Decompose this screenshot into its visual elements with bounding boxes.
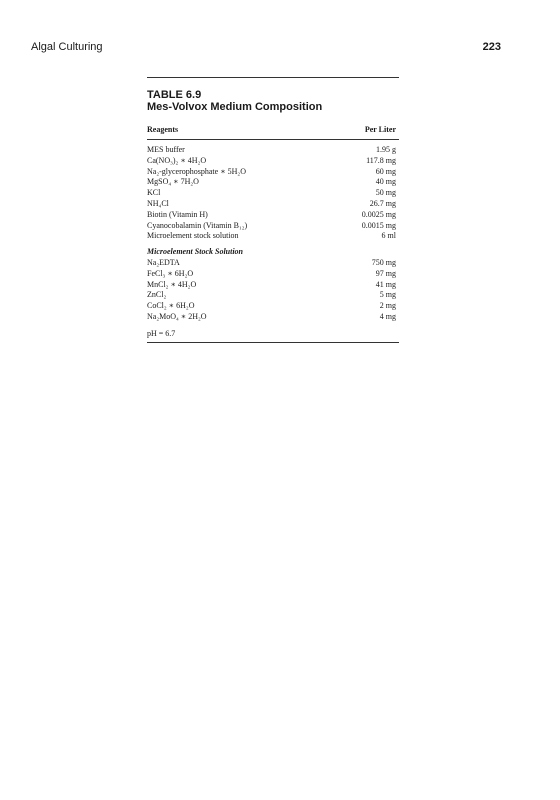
reagent-amount: 40 mg	[375, 177, 396, 187]
reagent-amount: 5 mg	[379, 290, 396, 300]
reagent-name: NH₄Cl	[147, 198, 169, 208]
reagent-amount: 117.8 mg	[366, 155, 396, 165]
column-header-reagents: Reagents	[147, 125, 179, 134]
reagent-amount: 2 mg	[379, 301, 396, 311]
reagent-amount: 60 mg	[375, 166, 396, 176]
reagent-amount: 97 mg	[375, 268, 396, 278]
ph-note: pH = 6.7	[147, 328, 176, 338]
microelement-rows	[147, 258, 399, 323]
table-row	[147, 167, 399, 178]
column-header-per-liter: Per Liter	[364, 125, 396, 134]
page-number: 223	[482, 41, 501, 53]
microelement-section-heading: Microelement Stock Solution	[147, 247, 244, 257]
running-head	[31, 41, 501, 53]
reagent-amount: 0.0025 mg	[361, 209, 396, 219]
table-top-rule	[147, 77, 399, 78]
header-rule	[147, 139, 399, 140]
table-title: Mes-Volvox Medium Composition	[147, 101, 323, 113]
reagent-name: MnCl₂ ∗ 4H₂O	[147, 279, 197, 289]
reagent-name: Microelement stock solution	[147, 231, 239, 241]
table-row	[147, 156, 399, 167]
reagent-amount: 0.0015 mg	[361, 220, 396, 230]
table-row	[147, 145, 399, 156]
table-label: TABLE 6.9	[147, 89, 202, 101]
reagent-name: Na₂-glycerophosphate ∗ 5H₂O	[147, 166, 246, 176]
table-row	[147, 177, 399, 188]
reagent-name: Biotin (Vitamin H)	[147, 209, 208, 219]
reagent-name: Ca(NO₃)₂ ∗ 4H₂O	[147, 155, 207, 165]
table-row	[147, 280, 399, 291]
reagent-amount: 26.7 mg	[369, 198, 396, 208]
table-row	[147, 269, 399, 280]
reagent-amount: 1.95 g	[376, 145, 396, 154]
table-bottom-rule	[147, 342, 399, 343]
reagent-name: CoCl₂ ∗ 6H₂O	[147, 301, 195, 311]
reagent-amount: 4 mg	[379, 311, 396, 321]
reagent-name: MES buffer	[147, 145, 185, 154]
reagent-name: ZnCl₂	[147, 290, 167, 300]
table-row	[147, 290, 399, 301]
table-row	[147, 221, 399, 232]
reagent-amount: 6 ml	[381, 231, 396, 241]
reagent-name: Na₂MoO₄ ∗ 2H₂O	[147, 311, 207, 321]
table-row	[147, 188, 399, 199]
table-row	[147, 258, 399, 269]
table-row	[147, 301, 399, 312]
table-row	[147, 210, 399, 221]
column-header-row	[147, 125, 399, 134]
reagent-amount: 750 mg	[371, 257, 396, 267]
reagent-name: Na₂EDTA	[147, 257, 180, 267]
reagent-amount: 41 mg	[375, 279, 396, 289]
reagent-table	[147, 77, 399, 343]
reagent-name: Cyanocobalamin (Vitamin B₁₂)	[147, 220, 248, 230]
reagent-amount: 50 mg	[375, 188, 396, 198]
reagent-rows	[147, 145, 399, 242]
reagent-name: FeCl₃ ∗ 6H₂O	[147, 268, 194, 278]
reagent-name: MgSO₄ ∗ 7H₂O	[147, 177, 199, 187]
table-row	[147, 312, 399, 323]
table-row	[147, 231, 399, 242]
running-head-title: Algal Culturing	[31, 41, 103, 53]
table-row	[147, 199, 399, 210]
reagent-name: KCl	[147, 188, 161, 198]
